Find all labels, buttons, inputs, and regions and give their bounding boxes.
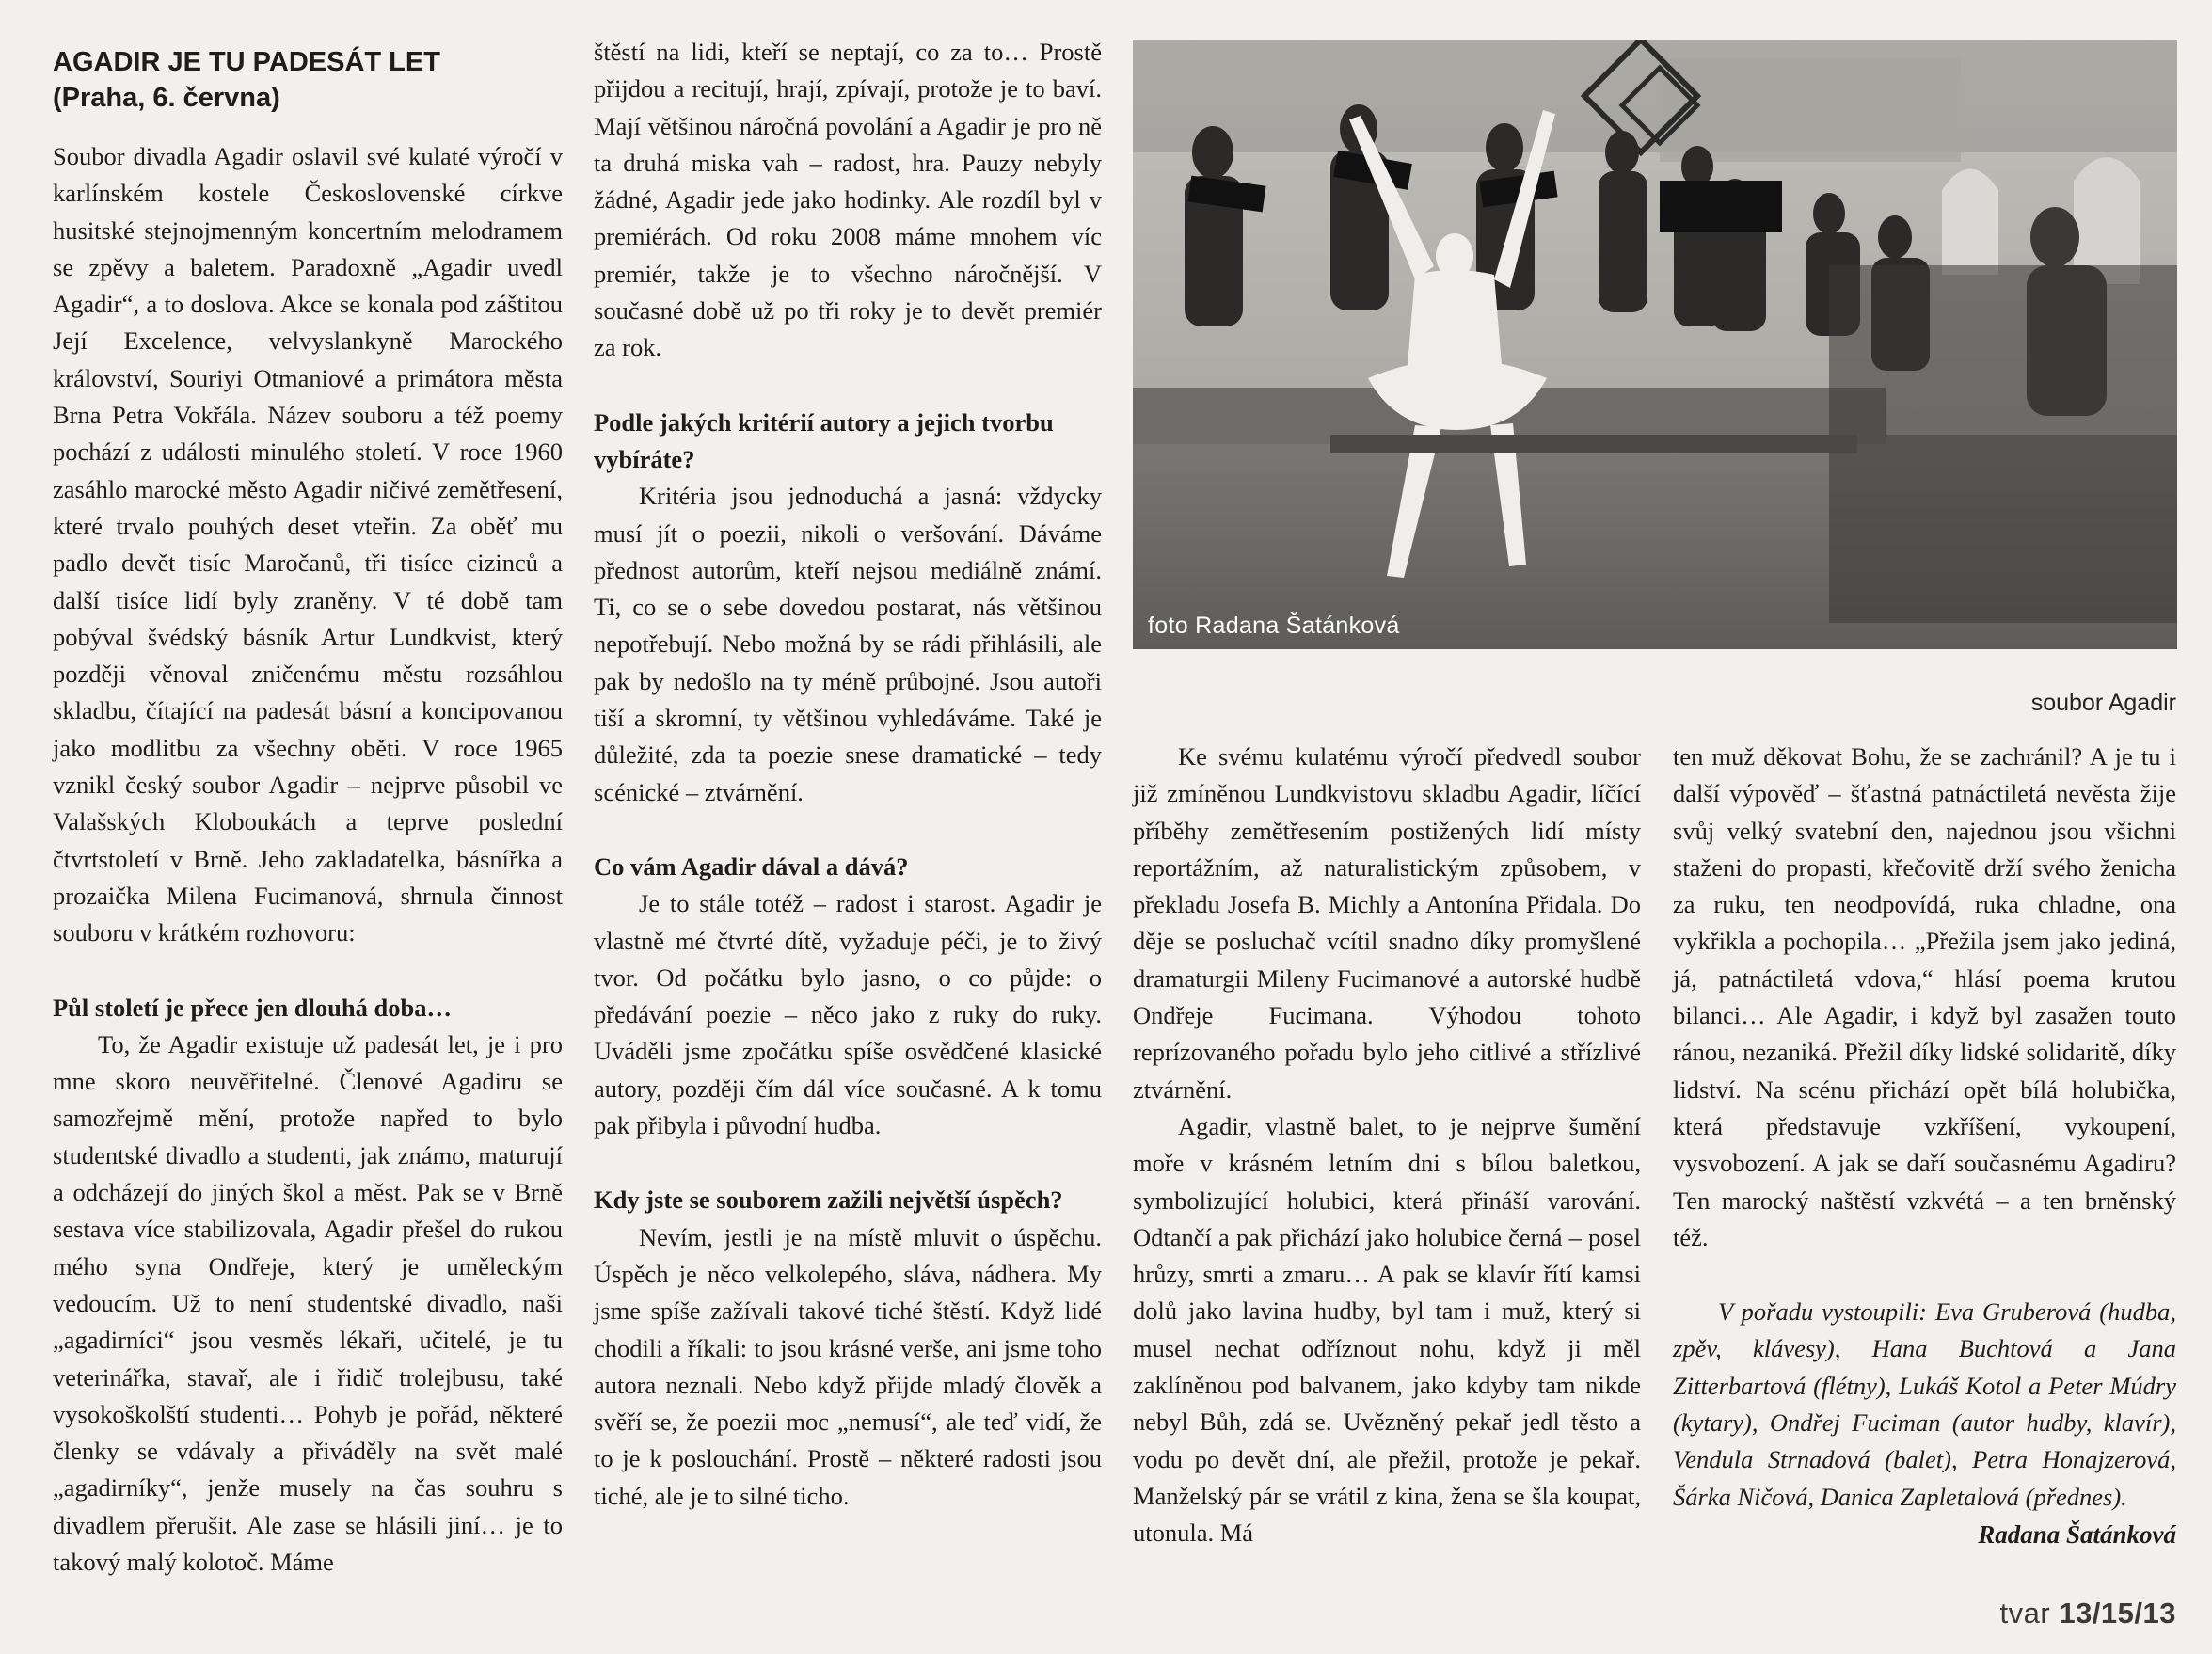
interview-question: Půl století je přece jen dlouhá doba… bbox=[53, 993, 452, 1022]
interview-question: Podle jakých kritérií autory a jejich tvorbu vybíráte? bbox=[594, 407, 1054, 473]
paragraph: štěstí na lidi, kteří se neptají, co za to… Prostě přijdou a recitují, hrají, zpívají, protože je to baví. Mají většinou náročná povolání a Agadir je pro ně ta druhá miska vah – radost, hra. Pauzy nebyly žádné, Agadir jede jako hodinky. Ale rozdíl byl v premiérách. Od roku 2008 máme mnohem víc premiér, takže je to všechno náročnější. V současné době už po tři roky je to devět premiér za rok. bbox=[594, 38, 1102, 362]
article-column-3 bbox=[1133, 739, 1641, 1552]
column-4-body bbox=[1673, 739, 2176, 1516]
issue-number: 13/15/13 bbox=[2059, 1597, 2176, 1630]
magazine-name: tvar bbox=[1999, 1597, 2060, 1630]
column-3-body bbox=[1133, 739, 1641, 1552]
article-column-4 bbox=[1673, 739, 2176, 1516]
page-footer bbox=[2000, 1597, 2176, 1630]
article-title: AGADIR JE TU PADESÁT LET bbox=[53, 47, 440, 77]
interview-question: Kdy jste se souborem zažili největší úspěch? bbox=[594, 1185, 1063, 1215]
paragraph: Ke svému kulatému výročí předvedl soubor již zmíněnou Lundkvistovu skladbu Agadir, líčící příběhy zemětřesením postižených lidí místy reportážním, až naturalistickým způsobem, v překladu Josefa B. Michly a Antonína Přidala. Do děje se posluchač vcítil snadno díky promyšlené dramaturgii Mileny Fucimanové a autorské hudbě Ondřeje Fucimana. Výhodou tohoto reprízovaného pořadu bylo jeho citlivé a střízlivé ztvárnění. bbox=[1133, 742, 1641, 1104]
paragraph: Je to stále totéž – radost i starost. Agadir je vlastně mé čtvrté dítě, vyžaduje péči, je to živý tvor. Od počátku bylo jasno, o co půjde: o předávání poezie – něco jako z ruky do ruky. Uváděli jsme zpočátku spíše osvědčené klasické autory, později čím dál více současné. A k tomu pak přibyla i původní hudba. bbox=[594, 889, 1102, 1140]
cast-list: V pořadu vystoupili: Eva Gruberová (hudba, zpěv, klávesy), Hana Buchtová a Jana Zitterbartová (flétny), Lukáš Kotol a Peter Múdry (kytary), Ondřej Fuciman (autor hudby, klavír), Vendula Strnadová (balet), Petra Honajzerová, Šárka Ničová, Danica Zapletalová (přednes). bbox=[1673, 1297, 2176, 1511]
article-photo bbox=[1133, 40, 2177, 649]
interview-question: Co vám Agadir dával a dává? bbox=[594, 851, 909, 881]
paragraph: To, že Agadir existuje už padesát let, je i pro mne skoro neuvěřitelné. Členové Agadiru se samozřejmě mění, protože napřed to bylo studentské divadlo a studenti, jak známo, maturují a odcházejí do jiných škol a měst. Pak se v Brně sestava více stabilizovala, Agadir přešel do rukou mého syna Ondřeje, který je uměleckým vedoucím. Už to není studentské divadlo, naši „agadirníci“ jsou vesměs lékaři, učitelé, je tu veterinářka, stavař, ale i řidič trolejbusu, také vysokoškolští studenti… Pohyb je pořád, některé členky se vdávaly a přiváděly na svět malé „agadirníky“, jenže musely na čas souhru s divadlem přerušit. Ale zase se hlásili jiní… je to takový malý kolotoč. Máme bbox=[53, 1029, 563, 1576]
photo-caption: soubor Agadir bbox=[2030, 690, 2176, 716]
paragraph: Agadir, vlastně balet, to je nejprve šumění moře v krásném letním dni s bílou baletkou, symbolizující holubici, která přináší varování. Odtančí a pak přichází jako holubice černá – posel hrůzy, smrti a zmaru… A pak se klavír řítí kamsi dolů jako lavina hudby, byl tam i muž, který si musel nechat odříznout nohu, když ji měl zaklíněnou pod balvanem, jako kdyby tam nikde nebyl Bůh, zdá se. Uvězněný pekař jedl těsto a vodu po devět dní, ale přežil, protože je pekař. Manželský pár se vrátil z kina, žena se šla koupat, utonula. Má bbox=[1133, 1111, 1641, 1548]
article-subtitle: (Praha, 6. června) bbox=[53, 83, 280, 113]
paragraph: Kritéria jsou jednoduchá a jasná: vždycky musí jít o poezii, nikoli o veršování. Dáváme přednost autorům, kteří nejsou mediálně známí. Ti, co se o sebe dovedou postarat, nás většinou nepotřebují. Nebo možná by se rádi přihlásili, ale pak by nedošlo na ty méně průbojné. Jsou autoři tiší a skromní, ty většinou vyhledáváme. Také je důležité, zda ta poezie snese dramatické – tedy scénické – ztvárnění. bbox=[594, 482, 1102, 806]
article-column-2 bbox=[594, 34, 1102, 1515]
column-2-body bbox=[594, 34, 1102, 1515]
article-column-1 bbox=[53, 44, 563, 1581]
paragraph: Soubor divadla Agadir oslavil své kulaté výročí v karlínském kostele Československé církve husitské stejnojmenným koncertním melodramem se zpěvy a baletem. Paradoxně „Agadir uvedl Agadir“, a to doslova. Akce se konala pod záštitou Její Excelence, velvyslankyně Marockého království, Souriyi Otmaniové a primátora města Brna Petra Vokřála. Název souboru a též poemy pochází z události minulého století. V roce 1960 zasáhlo marocké město Agadir ničivé zemětřesení, které trvalo pouhých deset vteřin. Za oběť mu padlo devět tisíc Maročanů, tři tisíce cizinců a další tisíce lidí byly zraněny. V té době tam pobýval švédský básník Artur Lundkvist, který později věnoval zničenému městu rozsáhlou skladbu, čítající na padesát básní a koncipovanou jako modlitbu za všechny oběti. V roce 1965 vznikl český soubor Agadir – nejprve působil ve Valašských Kloboukách a teprve poslední čtvrtstoletí v Brně. Jeho zakladatelka, básnířka a prozaička Milena Fucimanová, shrnula činnost souboru v krátkém rozhovoru: bbox=[53, 142, 563, 947]
photo-scene bbox=[1133, 40, 2177, 649]
paragraph: ten muž děkovat Bohu, že se zachránil? A je tu i další výpověď – šťastná patnáctiletá nevěsta žije svůj velký svatební den, najednou jsou všichni staženi do propasti, křečovitě drží svého ženicha za ruku, ten neodpovídá, ruka chladne, ona vykřikla a pochopila… „Přežila jsem jako jediná, já, patnáctiletá vdova,“ hlásí poema krutou bilanci… Ale Agadir, i když byl zasažen touto ránou, nezaniká. Přežil díky lidské solidaritě, díky lidství. Na scénu přichází opět bílá holubička, která představuje vzkříšení, vykoupení, vysvobození. A jak se daří současnému Agadiru? Ten marocký naštěstí vzkvétá – a ten brněnský též. bbox=[1673, 742, 2176, 1251]
paragraph: Nevím, jestli je na místě mluvit o úspěchu. Úspěch je něco velkolepého, sláva, nádhera. My jsme spíše zažívali takové tiché štěstí. Když lidé chodili a říkali: to jsou krásné verše, ani jsme toho autora neznali. Nebo když přijde mladý člověk a svěří se, že poezii moc „nemusí“, ale teď vidí, že to je k poslouchání. Prostě – některé radosti jsou tiché, ale je to silné ticho. bbox=[594, 1222, 1102, 1510]
author-signature: Radana Šatánková bbox=[1978, 1520, 2176, 1549]
column-1-body bbox=[53, 138, 563, 1581]
photo-credit: foto Radana Šatánková bbox=[1148, 612, 1400, 639]
